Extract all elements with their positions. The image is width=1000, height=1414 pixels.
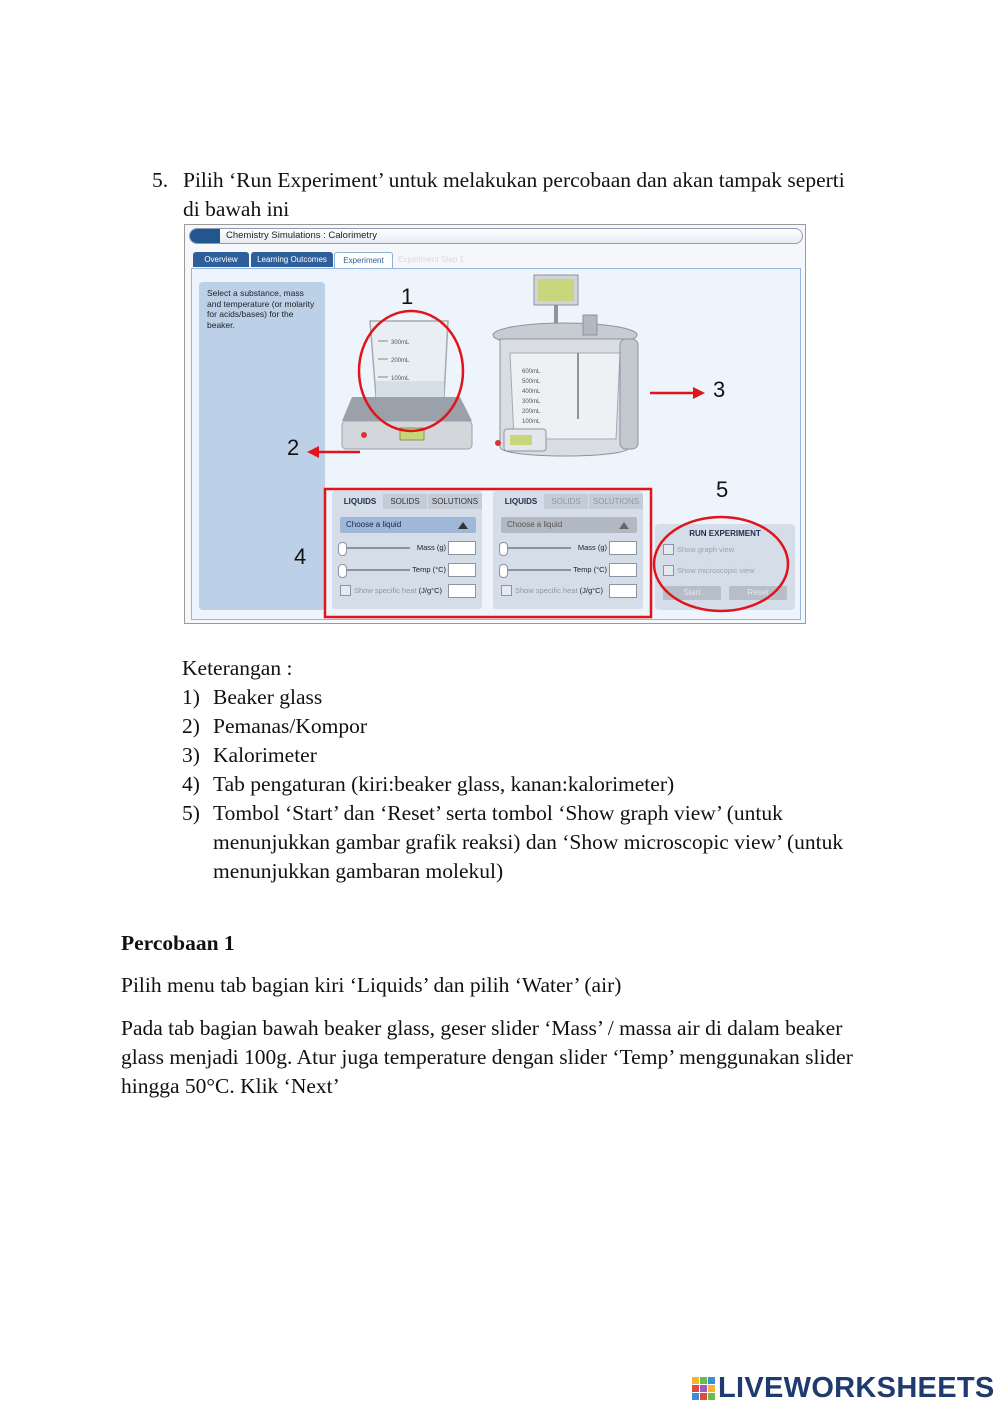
cal-mark-400: 400mL [522,389,541,395]
cal-liquid-select-label: Choose a liquid [507,520,563,529]
cal-mark-500: 500mL [522,379,541,385]
liveworksheets-logo [692,1371,995,1405]
tab-learning-outcomes[interactable]: Learning Outcomes [251,252,333,267]
annotation-circle-beaker [359,311,463,431]
beaker-temp-label: Temp (°C) [412,565,446,574]
cal-specific-heat-label: Show specific heat [515,586,578,595]
arrow-left-icon [307,446,319,458]
legend-number: 3) [182,743,200,767]
legend-number: 1) [182,685,200,709]
graph-view-label: Show graph view [677,545,735,554]
legend-text: Beaker glass [213,685,323,709]
cal-mark-200: 200mL [522,409,541,415]
beaker-tab-solutions[interactable]: SOLUTIONS [428,494,482,509]
start-button[interactable]: Start [663,586,721,600]
micro-view-label: Show microscopic view [677,566,755,575]
logo-wordmark: LIVEWORKSHEETS [718,1372,995,1404]
legend-text: Tombol ‘Start’ dan ‘Reset’ serta tombol ‘Show graph view’ (untuk menunjukkan gambar grafik reaksi) dan ‘Show microscopic view’ (untuk menunjukkan gambaran molekul) [213,801,844,883]
beaker-specific-heat-unit: (J/g°C) [418,586,443,595]
cal-mark-100: 100mL [522,419,541,425]
cal-mark-300: 300mL [522,399,541,405]
annotation-label-1: 1 [401,284,414,309]
tab-experiment[interactable]: Experiment [334,252,393,268]
annotation-label-3: 3 [713,377,726,402]
step-text: Pilih ‘Run Experiment’ untuk melakukan percobaan dan akan tampak seperti di bawah ini [183,168,845,221]
beaker-mark-300: 300mL [391,340,410,346]
beaker-mark-100: 100mL [391,376,410,382]
reset-button[interactable]: Reset [729,586,787,600]
step-number: 5. [152,168,169,192]
run-experiment-title: RUN EXPERIMENT [689,529,761,538]
legend-number: 5) [182,801,200,825]
cal-mark-600: 600mL [522,369,541,375]
annotation-box-settings [325,489,651,617]
beaker-tab-liquids[interactable]: LIQUIDS [338,494,382,509]
cal-mass-label: Mass (g) [577,543,607,552]
cal-tab-solutions[interactable]: SOLUTIONS [589,494,643,509]
legend-text: Kalorimeter [213,743,317,767]
cal-tab-solids[interactable]: SOLIDS [544,494,588,509]
legend-number: 2) [182,714,200,738]
annotation-label-4: 4 [294,544,307,569]
arrow-right-icon [693,387,705,399]
beaker-tab-solids[interactable]: SOLIDS [383,494,427,509]
annotation-label-2: 2 [287,435,300,460]
cal-temp-label: Temp (°C) [573,565,607,574]
instruction-text: Select a substance, mass and temperature (or molarity for acids/bases) for the beaker. [207,288,315,330]
tab-overview[interactable]: Overview [193,252,249,267]
section-title: Percobaan 1 [121,931,235,955]
annotation-label-5: 5 [716,477,729,502]
legend-title: Keterangan : [182,656,293,680]
beaker-specific-heat-label: Show specific heat [354,586,417,595]
paragraph-2: Pada tab bagian bawah beaker glass, geser slider ‘Mass’ / massa air di dalam beaker glass menjadi 100g. Atur juga temperature dengan slider ‘Temp’ menggunakan slider hingga 50°C. Klik ‘Next’ [121,1016,853,1098]
beaker-mass-label: Mass (g) [416,543,446,552]
tab-experiment-step-1[interactable]: Experiment Step 1 [398,255,464,264]
legend-text: Pemanas/Kompor [213,714,368,738]
logo-blocks-icon [692,1377,716,1401]
legend-number: 4) [182,772,200,796]
calorimetry-screenshot [184,224,806,624]
beaker-mark-200: 200mL [391,358,410,364]
paragraph-1: Pilih menu tab bagian kiri ‘Liquids’ dan pilih ‘Water’ (air) [121,973,622,997]
cal-tab-liquids[interactable]: LIQUIDS [499,494,543,509]
annotation-circle-run [654,517,788,611]
sim-window-title: Chemistry Simulations : Calorimetry [226,230,377,241]
annotation-overlay [185,225,805,623]
beaker-liquid-select-label: Choose a liquid [346,520,402,529]
cal-specific-heat-unit: (J/g°C) [579,586,604,595]
legend-text: Tab pengaturan (kiri:beaker glass, kanan:kalorimeter) [213,772,675,796]
